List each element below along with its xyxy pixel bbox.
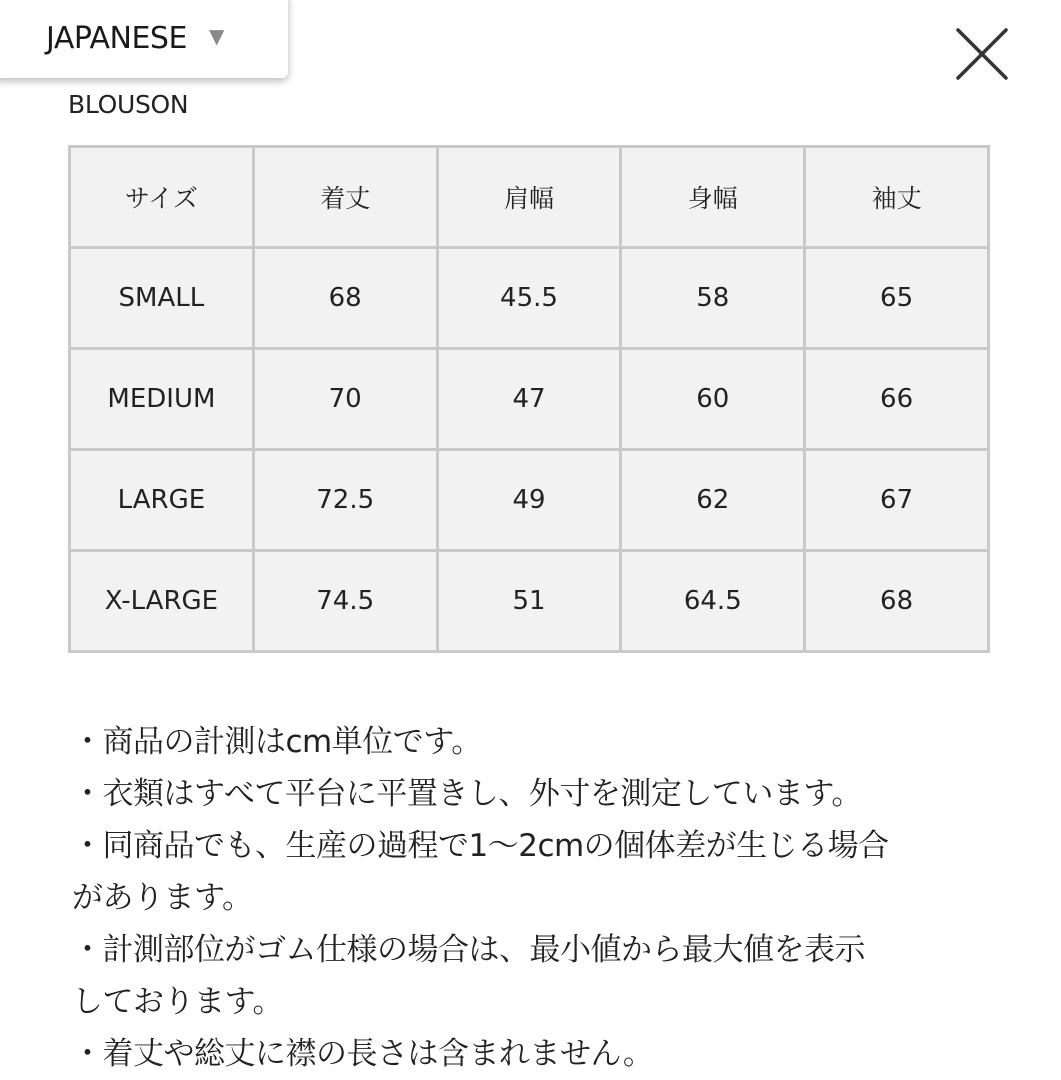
note-line: ・計測部位がゴム仕様の場合は、最小値から最大値を表示 [72,932,865,968]
table-cell: 65 [805,248,989,349]
table-row [70,450,989,551]
table-header-row [70,147,989,248]
note-line: ・同商品でも、生産の過程で1〜2cmの個体差が生じる場合 [72,828,889,864]
table-row [70,551,989,652]
table-cell: MEDIUM [70,349,254,450]
table-cell: 45.5 [437,248,621,349]
language-dropdown-value: JAPANESE [46,20,187,56]
header-chest: 身幅 [621,147,805,248]
table-cell: 67 [805,450,989,551]
note-line: があります。 [72,880,253,916]
table-cell: 66 [805,349,989,450]
language-dropdown[interactable] [0,0,288,78]
table-cell: 74.5 [253,551,437,652]
size-notes [72,716,1002,1080]
table-cell: 51 [437,551,621,652]
note-line: ・着丈や総丈に襟の長さは含まれません。 [72,1036,654,1072]
product-title: BLOUSON [68,90,189,119]
close-button[interactable] [950,22,1014,86]
table-cell: 72.5 [253,450,437,551]
table-cell: 62 [621,450,805,551]
close-icon [950,22,1014,86]
header-length: 着丈 [253,147,437,248]
table-cell: 70 [253,349,437,450]
table-cell: 68 [805,551,989,652]
table-cell: 60 [621,349,805,450]
table-row [70,349,989,450]
note-line: しております。 [72,984,284,1020]
size-chart-table [68,145,990,653]
header-size: サイズ [70,147,254,248]
table-cell: LARGE [70,450,254,551]
table-cell: SMALL [70,248,254,349]
header-sleeve: 袖丈 [805,147,989,248]
note-line: ・商品の計測はcm単位です。 [72,724,482,760]
table-row [70,248,989,349]
header-shoulder: 肩幅 [437,147,621,248]
table-cell: 64.5 [621,551,805,652]
table-cell: 49 [437,450,621,551]
table-cell: 68 [253,248,437,349]
chevron-down-icon: ▼ [208,24,225,48]
table-cell: 47 [437,349,621,450]
table-cell: 58 [621,248,805,349]
note-line: ・衣類はすべて平台に平置きし、外寸を測定しています。 [72,776,862,812]
table-cell: X-LARGE [70,551,254,652]
